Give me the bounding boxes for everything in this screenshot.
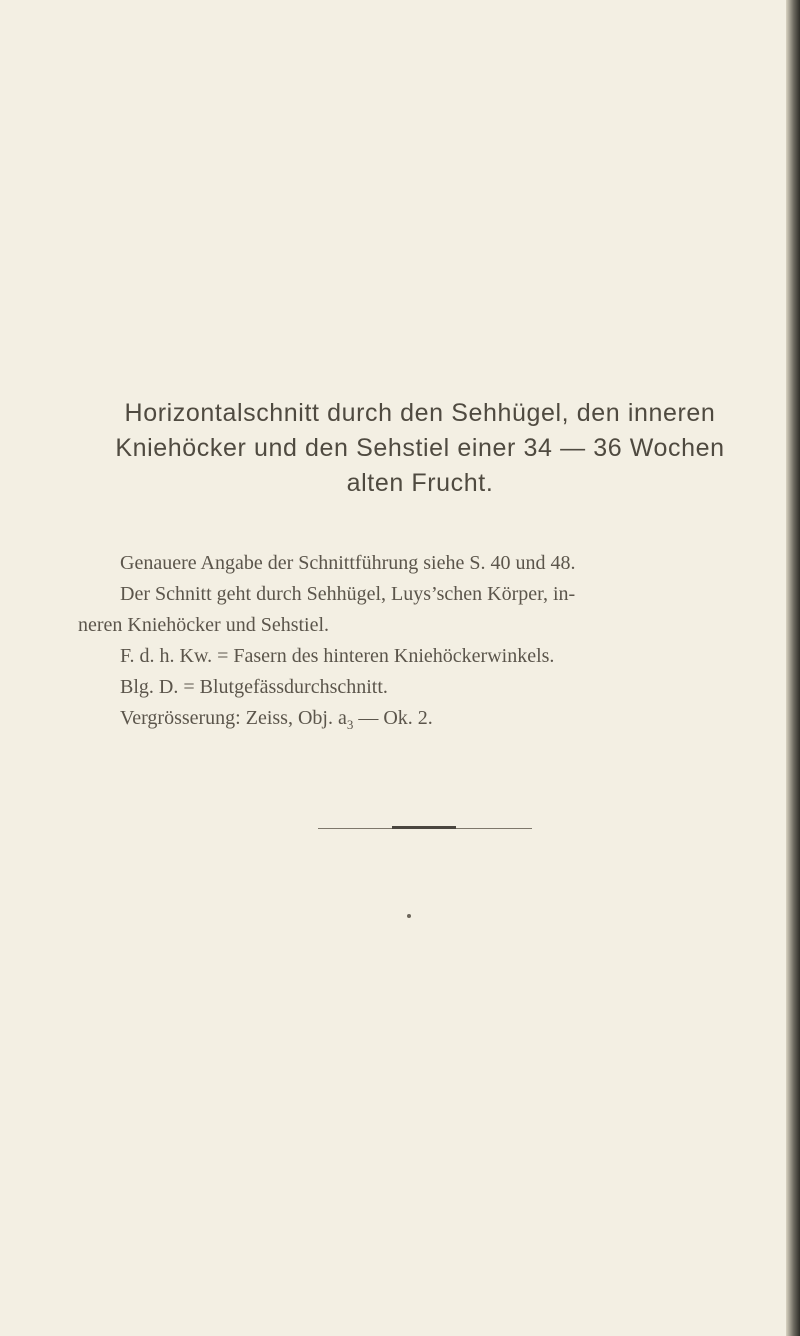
separator-rule-accent [392, 826, 456, 829]
ink-dot [407, 914, 411, 918]
title-line-1: Horizontalschnitt durch den Sehhügel, den inneren [124, 399, 716, 427]
legend-fhkw: F. d. h. Kw. = Fasern des hinteren Kniehöckerwinkels. [120, 645, 555, 667]
title-line-3: alten Frucht. [346, 469, 494, 497]
magnification [92, 703, 767, 740]
legend-blgd: Blg. D. = Blutgefässdurchschnitt. [120, 676, 388, 698]
magnification-prefix: Vergrösserung: Zeiss, Obj. a [120, 707, 347, 729]
page-edge-shadow [786, 0, 800, 1336]
section-reference: Genauere Angabe der Schnittführung siehe S. 40 und 48. [120, 552, 576, 574]
magnification-suffix: — Ok. 2. [353, 707, 433, 729]
plate-title [60, 396, 780, 501]
plate-description [78, 548, 767, 740]
description-line-2: neren Kniehöcker und Sehstiel. [78, 614, 330, 636]
description-line-1: Der Schnitt geht durch Sehhügel, Luys’schen Körper, in- [120, 583, 576, 605]
title-line-2: Kniehöcker und den Sehstiel einer 34 — 36 Wochen [115, 434, 725, 462]
magnification-subscript: 3 [346, 717, 354, 732]
